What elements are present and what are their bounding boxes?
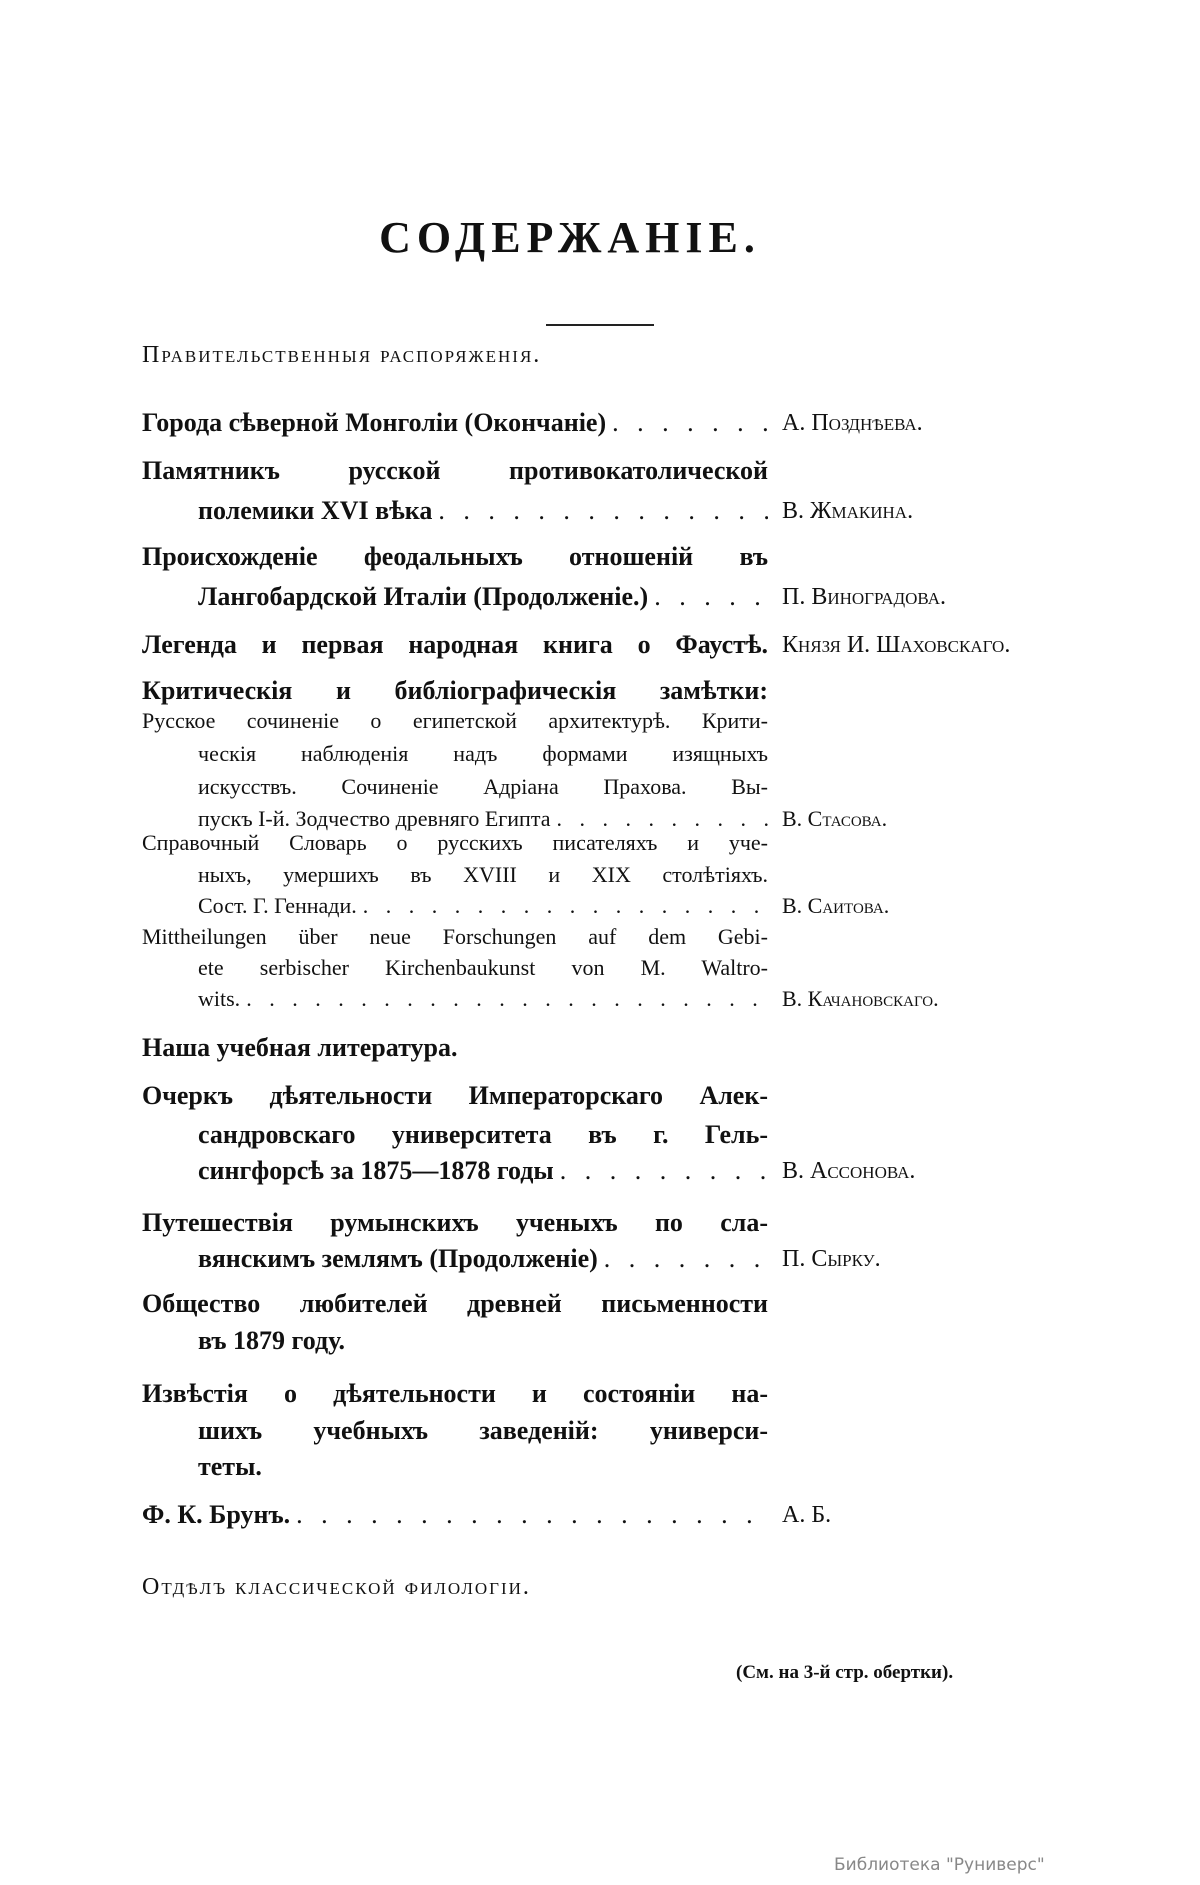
page-title: СОДЕРЖАНІЕ. — [379, 213, 761, 262]
toc-author: В. Саитова. — [782, 893, 890, 918]
toc-author: Князя И. Шаховскаго. — [782, 632, 1011, 658]
toc-author: П. Сырку. — [782, 1246, 881, 1272]
toc-entry-line: вянскимъ землямъ (Продолженіе) . . . — [198, 1244, 768, 1278]
toc-entry-line: Города сѣверной Монголіи (Окончаніе) . . . — [142, 408, 768, 442]
section-heading-classic: Отдѣлъ классической филологіи. — [142, 1574, 531, 1600]
toc-entry-line: теты. — [198, 1452, 262, 1481]
toc-entry-line: ete serbischer Kirchenbaukunst von M. Waltro- — [198, 955, 768, 980]
toc-entry-line: Справочный Словарь о русскихъ писателяхъ и уче- — [142, 830, 768, 855]
toc-entry-line: Mittheilungen über neue Forschungen auf dem Gebi- — [142, 924, 768, 949]
toc-entry-line: ныхъ, умершихъ въ XVIII и XIX столѣтіяхъ. — [198, 862, 768, 887]
dot-leader — [296, 1500, 768, 1530]
cover-note: (См. на 3-й стр. обертки). — [736, 1662, 954, 1683]
toc-entry-line: Русское сочиненіе о египетской архитектурѣ. Крити- — [142, 708, 768, 733]
toc-entry-line: Происхожденіе феодальныхъ отношеній въ — [142, 542, 768, 571]
library-watermark: Библиотека "Руниверс" — [834, 1855, 1045, 1875]
toc-entry-line: сандровскаго университета въ г. Гель- — [198, 1120, 768, 1149]
dot-leader — [246, 986, 768, 1012]
section-heading-gov: Правительственныя распоряженія. — [142, 342, 542, 368]
toc-entry-line: Ф. К. Брунъ. . . . — [142, 1500, 768, 1534]
toc-entry-line: Путешествія румынскихъ ученыхъ по сла- — [142, 1208, 768, 1237]
dot-leader — [438, 496, 768, 526]
toc-entry-line: Памятникъ русской противокатолической — [142, 456, 768, 485]
toc-author: В. Стасова. — [782, 806, 888, 831]
toc-author: В. Жмакина. — [782, 498, 914, 524]
toc-entry-line: Общество любителей древней письменности — [142, 1289, 768, 1318]
dot-leader — [604, 1244, 768, 1274]
toc-entry-line: ческія наблюденія надъ формами изящныхъ — [198, 741, 768, 766]
toc-entry-line: шихъ учебныхъ заведеній: универси- — [198, 1416, 768, 1445]
toc-entry-line: въ 1879 году. — [198, 1326, 346, 1355]
dot-leader — [560, 1156, 768, 1186]
toc-entry-line: сингфорсѣ за 1875—1878 годы . . . — [198, 1156, 768, 1190]
toc-author: П. Виноградова. — [782, 584, 946, 610]
toc-entry-line: пускъ І-й. Зодчество древняго Египта . . . — [198, 806, 768, 840]
toc-author: А. Позднѣева. — [782, 410, 923, 436]
divider — [546, 324, 654, 326]
toc-entry-line: Очеркъ дѣятельности Императорскаго Алек- — [142, 1081, 768, 1110]
toc-author: А. Б. — [782, 1502, 832, 1528]
toc-entry-line: искусствъ. Сочиненіе Адріана Прахова. Вы- — [198, 774, 768, 799]
toc-entry-line: Критическія и библіографическія замѣтки: — [142, 676, 768, 705]
toc-entry-line: wits. . . . — [198, 986, 768, 1020]
toc-entry-line: Наша учебная литература. — [142, 1033, 458, 1062]
dot-leader — [363, 893, 768, 919]
toc-author: В. Ассонова. — [782, 1158, 916, 1184]
toc-entry-line: Извѣстія о дѣятельности и состояніи на- — [142, 1379, 768, 1408]
toc-entry-line: Лангобардской Италіи (Продолженіе.) . . . — [198, 582, 768, 616]
toc-entry-line: Сост. Г. Геннади. . . . — [198, 893, 768, 927]
toc-author: В. Качановскаго. — [782, 986, 939, 1011]
toc-entry-line: полемики XVI вѣка . . . — [198, 496, 768, 530]
toc-entry-line: Легенда и первая народная книга о Фаустѣ. — [142, 630, 768, 659]
dot-leader — [654, 582, 768, 612]
dot-leader — [556, 806, 768, 832]
dot-leader — [612, 408, 768, 438]
